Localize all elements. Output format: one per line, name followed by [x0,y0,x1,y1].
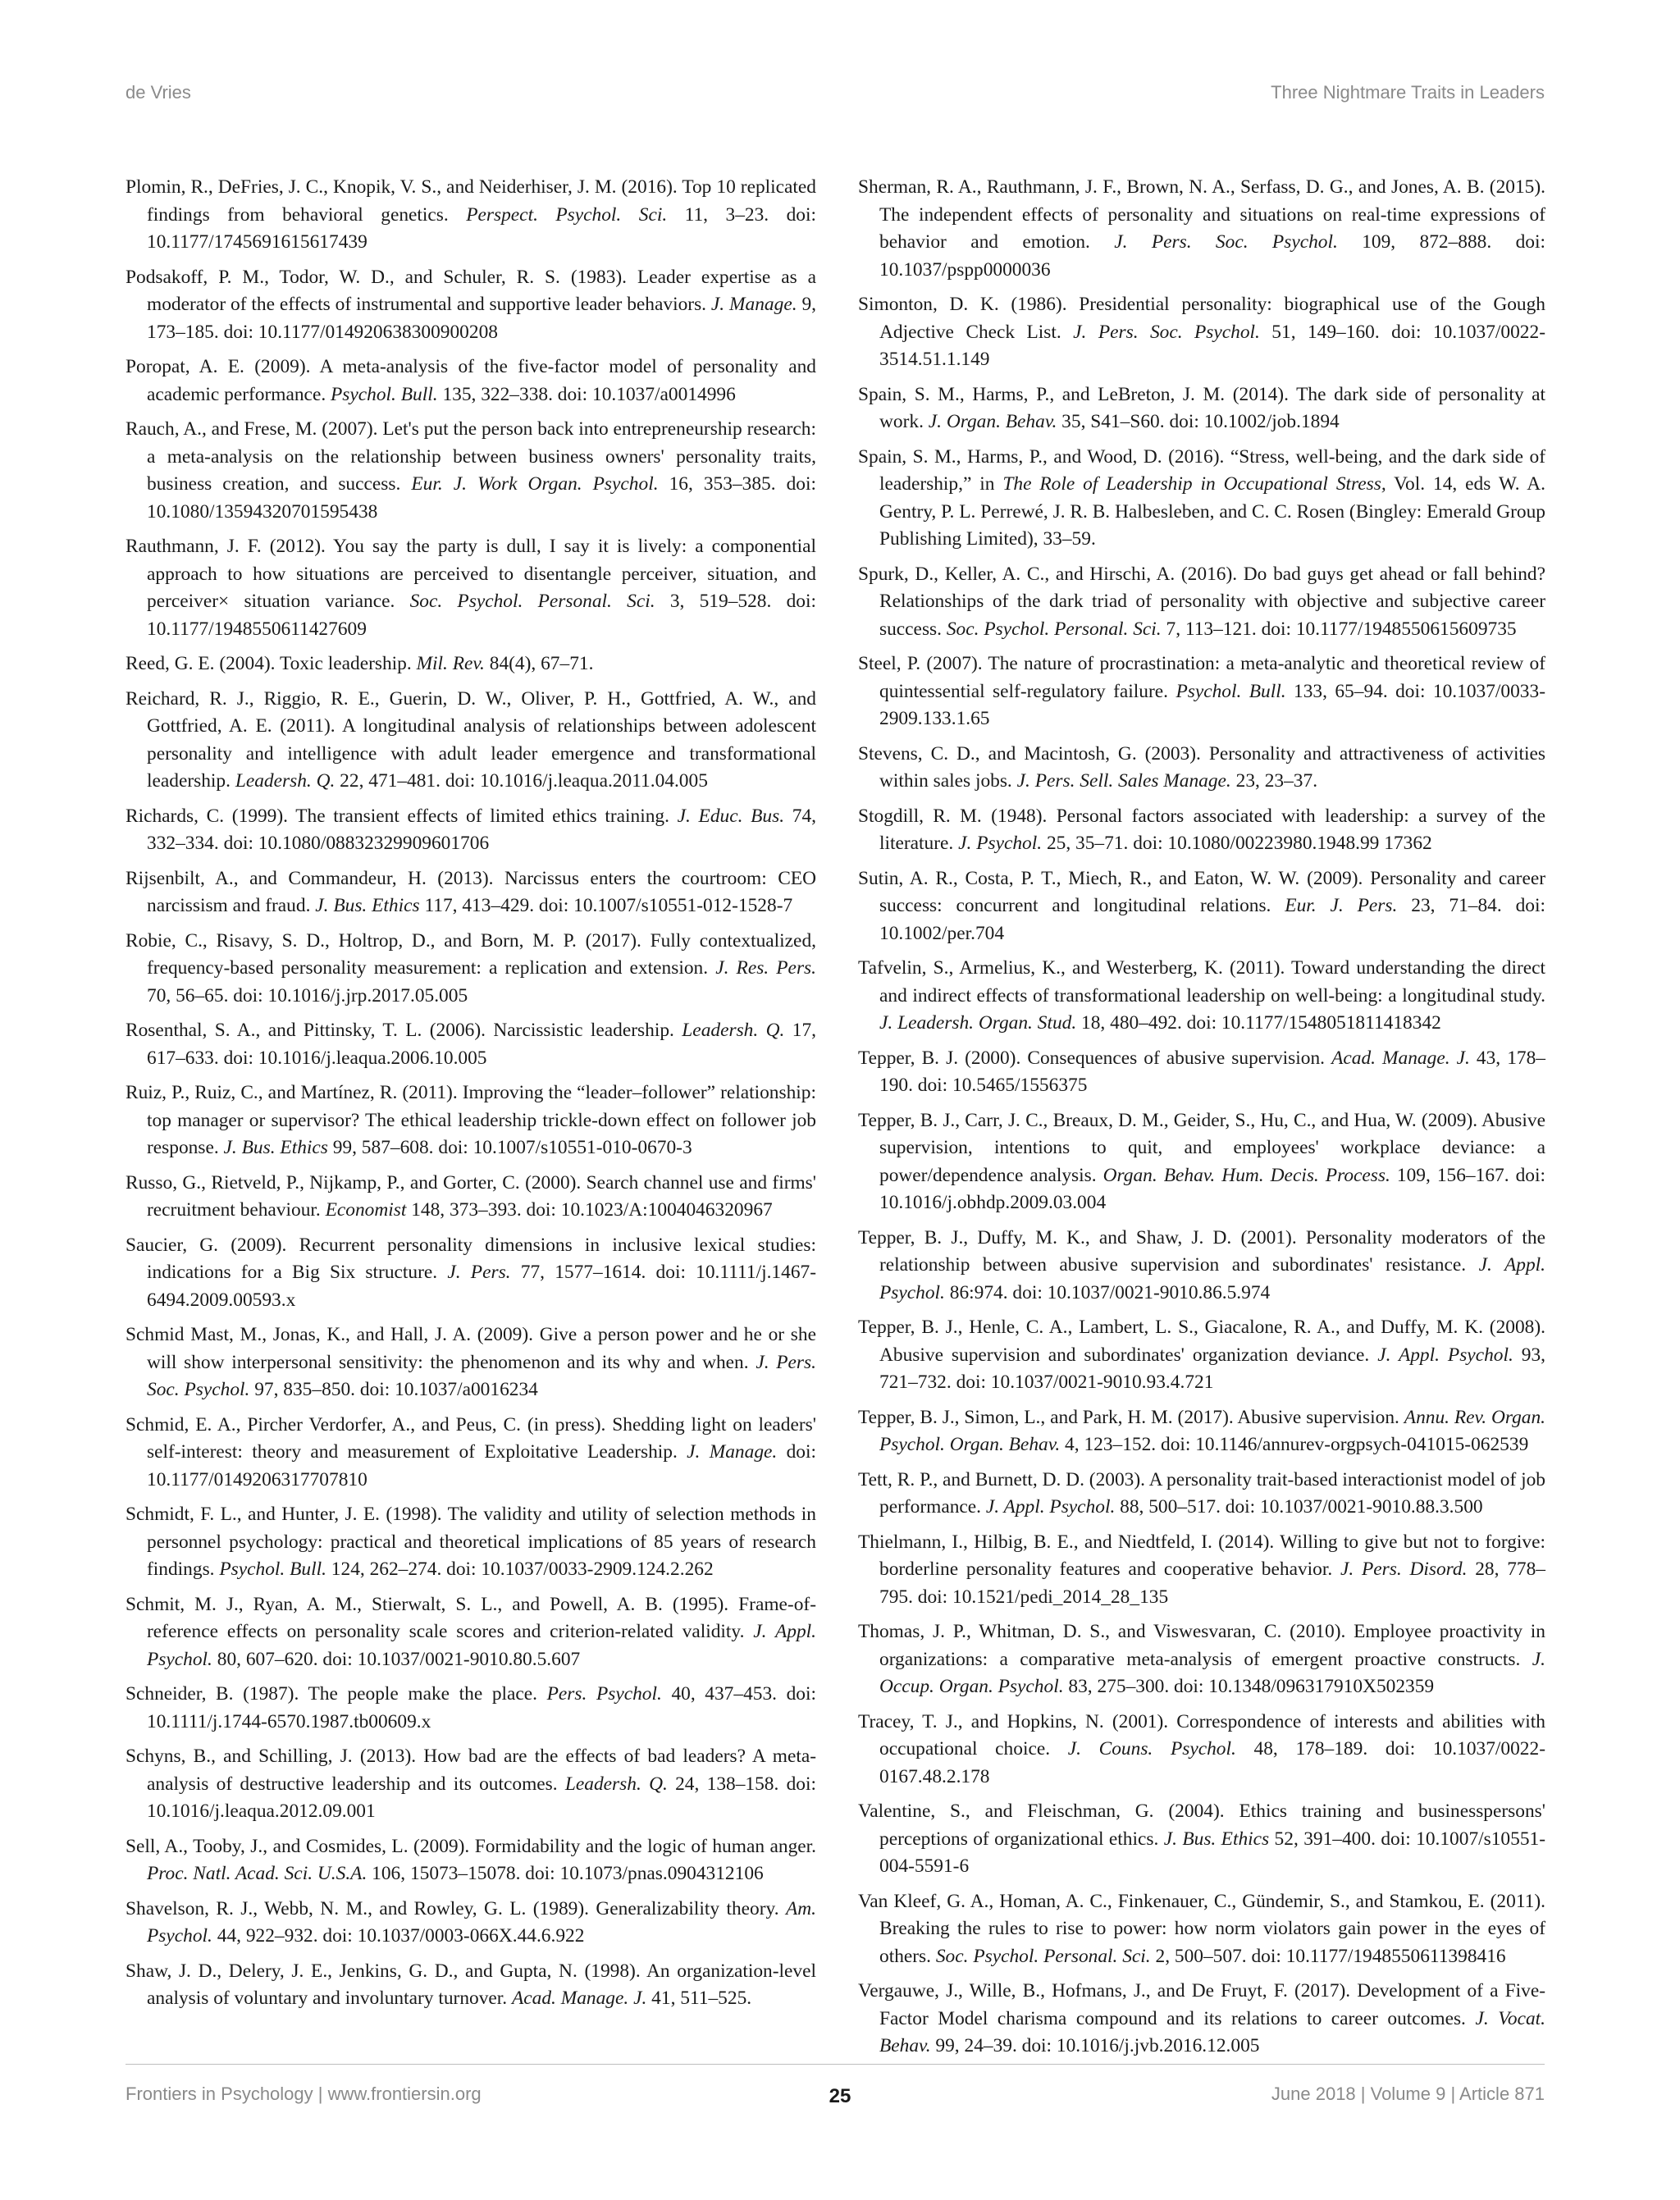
reference-details: 41, 511–525. [646,1988,752,2009]
reference-details: 51, 149–160. doi: 10.1037/0022-3514.51.1.149 [879,321,1545,370]
reference-journal: J. Pers. Soc. Psychol. [1114,231,1338,253]
reference-entry [858,1978,1545,2061]
reference-entry [126,354,816,409]
reference-text: Tepper, B. J., Carr, J. C., Breaux, D. M., Geider, S., Hu, C., and Hua, W. (2009). Abusive supervision, intentions to quit, and employees' workplace deviance: a power/dependence analysis. [858,1109,1545,1186]
reference-details: 70, 56–65. doi: 10.1016/j.jrp.2017.05.005 [147,984,468,1006]
reference-entry [126,1833,816,1888]
reference-details: 97, 835–850. doi: 10.1037/a0016234 [249,1379,538,1400]
reference-details: 16, 353–385. doi: 10.1080/13594320701595438 [147,473,816,523]
reference-text: Van Kleef, G. A., Homan, A. C., Finkenauer, C., Gündemir, S., and Stamkou, E. (2011). Breaking the rules to rise to power: how norm violators gain power in the eyes of others. [858,1890,1545,1967]
reference-entry [126,1170,816,1225]
reference-details: 28, 778–795. doi: 10.1521/pedi_2014_28_135 [879,1559,1545,1608]
reference-entry [126,1232,816,1315]
reference-text: Reichard, R. J., Riggio, R. E., Guerin, D. W., Oliver, P. H., Gottfried, A. W., and Gottfried, A. E. (2011). A longitudinal analysis of relationships between adolescent personality and intelligence with adult leader emergence and transformational leadership. [126,687,816,792]
reference-journal: J. Appl. Psychol. [1377,1344,1513,1366]
reference-details: 23, 23–37. [1230,770,1318,792]
reference-entry [858,955,1545,1038]
reference-journal: Psychol. Bull. [219,1559,326,1580]
reference-entry [126,1017,816,1072]
reference-entry [126,803,816,858]
reference-details: 83, 275–300. doi: 10.1348/096317910X502359 [1063,1676,1435,1697]
reference-text: Stevens, C. D., and Macintosh, G. (2003). Personality and attractiveness of activities within sales jobs. [858,742,1545,792]
reference-text: Reed, G. E. (2004). Toxic leadership. [126,653,417,674]
reference-details: 109, 872–888. doi: 10.1037/pspp0000036 [879,231,1545,281]
reference-journal: Eur. J. Pers. [1285,895,1398,916]
references-column-right [858,174,1545,2068]
reference-journal: Psychol. Bull. [1176,680,1286,702]
reference-text: Rijsenbilt, A., and Commandeur, H. (2013). Narcissus enters the courtroom: CEO narcissism and fraud. [126,867,816,916]
reference-details: 35, S41–S60. doi: 10.1002/job.1894 [1057,411,1340,432]
reference-text: Stogdill, R. M. (1948). Personal factors associated with leadership: a survey of the literature. [858,805,1545,854]
reference-details: 25, 35–71. doi: 10.1080/00223980.1948.99 17362 [1042,833,1432,854]
reference-entry [126,1896,816,1951]
reference-entry [126,1591,816,1674]
reference-entry [858,1045,1545,1100]
footer-issue: June 2018 | Volume 9 | Article 871 [1271,2084,1545,2104]
reference-journal: The Role of Leadership in Occupational Stress, [1002,473,1386,495]
reference-text: Spain, S. M., Harms, P., and Wood, D. (2016). “Stress, well-being, and the dark side of leadership,” in [858,445,1545,495]
reference-entry [126,416,816,526]
reference-journal: J. Occup. Organ. Psychol. [879,1648,1545,1697]
reference-entry [858,803,1545,858]
reference-entry [126,1079,816,1162]
reference-details: 17, 617–633. doi: 10.1016/j.leaqua.2006.10.005 [147,1020,816,1069]
reference-journal: J. Pers. Disord. [1340,1559,1468,1580]
reference-entry [858,444,1545,554]
footer-divider [126,2064,1545,2065]
reference-journal: J. Res. Pers. [715,957,816,979]
reference-journal: Mil. Rev. [416,653,485,674]
reference-entry [126,1321,816,1404]
reference-text: Ruiz, P., Ruiz, C., and Martínez, R. (2011). Improving the “leader–follower” relationship: top manager or supervisor? The ethical leadership trickle-down effect on follower job response. [126,1082,816,1158]
reference-journal: J. Educ. Bus. [677,805,785,827]
reference-journal: J. Vocat. Behav. [879,2007,1546,2056]
reference-details: 148, 373–393. doi: 10.1023/A:1004046320967 [406,1199,773,1221]
reference-journal: Soc. Psychol. Personal. Sci. [409,591,655,612]
reference-journal: Eur. J. Work Organ. Psychol. [411,473,659,495]
reference-details: 80, 607–620. doi: 10.1037/0021-9010.80.5.607 [212,1648,581,1670]
reference-journal: Economist [325,1199,407,1221]
reference-entry [126,1958,816,2013]
reference-details: doi: 10.1177/0149206317707810 [147,1441,816,1490]
reference-journal: J. Appl. Psychol. [985,1496,1116,1518]
reference-text: Tepper, B. J. (2000). Consequences of abusive supervision. [858,1047,1332,1069]
reference-journal: Pers. Psychol. [546,1683,662,1705]
page-number: 25 [829,2085,851,2107]
reference-details: 77, 1577–1614. doi: 10.1111/j.1467-6494.2009.00593.x [147,1262,816,1311]
reference-text: Poropat, A. E. (2009). A meta-analysis of the five-factor model of personality and academic performance. [126,356,816,405]
reference-entry [126,1743,816,1826]
reference-entry [126,1501,816,1584]
reference-details: 9, 173–185. doi: 10.1177/014920638300900208 [147,294,816,343]
reference-journal: Am. Psychol. [147,1897,816,1947]
references-column-left [126,174,816,2020]
reference-text: Schmit, M. J., Ryan, A. M., Stierwalt, S. L., and Powell, A. B. (1995). Frame-of-reference effects on personality scale scores and criterion-related validity. [126,1593,816,1642]
reference-journal: Soc. Psychol. Personal. Sci. [935,1945,1151,1967]
reference-details: 124, 262–274. doi: 10.1037/0033-2909.124.2.262 [326,1559,714,1580]
reference-entry [858,1107,1545,1217]
footer-journal[interactable]: Frontiers in Psychology | www.frontiersin.org [126,2084,482,2104]
reference-entry [126,1412,816,1495]
reference-details: 23, 71–84. doi: 10.1002/per.704 [879,895,1545,944]
reference-details: 43, 178–190. doi: 10.5465/1556375 [879,1047,1545,1096]
reference-text: Podsakoff, P. M., Todor, W. D., and Schuler, R. S. (1983). Leader expertise as a moderator of the effects of instrumental and supportive leader behaviors. [126,266,816,315]
reference-text: Simonton, D. K. (1986). Presidential personality: biographical use of the Gough Adjective Check List. [858,294,1545,343]
reference-text: Steel, P. (2007). The nature of procrastination: a meta-analytic and theoretical review of quintessential self-regulatory failure. [858,653,1545,702]
reference-text: Tepper, B. J., Duffy, M. K., and Shaw, J. D. (2001). Personality moderators of the relationship between abusive supervision and subordinates' resistance. [858,1226,1545,1276]
reference-text: Sutin, A. R., Costa, P. T., Miech, R., and Eaton, W. W. (2009). Personality and career success: concurrent and longitudinal relations. [858,867,1545,916]
reference-journal: J. Bus. Ethics [223,1137,328,1158]
reference-details: 117, 413–429. doi: 10.1007/s10551-012-1528-7 [419,895,793,916]
running-header-author: de Vries [126,82,191,103]
reference-journal: J. Appl. Psychol. [879,1254,1545,1303]
reference-journal: Psychol. Bull. [331,383,438,405]
reference-text: Schmid, E. A., Pircher Verdorfer, A., and Peus, C. (in press). Shedding light on leaders' self-interest: theory and measurement of Exploitative Leadership. [126,1413,816,1463]
reference-details: 11, 3–23. doi: 10.1177/1745691615617439 [147,203,816,253]
reference-details: 22, 471–481. doi: 10.1016/j.leaqua.2011.04.005 [335,770,708,792]
reference-entry [858,1618,1545,1701]
reference-journal: Organ. Behav. Hum. Decis. Process. [1102,1164,1390,1186]
reference-details: 109, 156–167. doi: 10.1016/j.obhdp.2009.03.004 [879,1164,1545,1213]
reference-details: 4, 123–152. doi: 10.1146/annurev-orgpsych-041015-062539 [1060,1434,1529,1455]
reference-entry [858,1529,1545,1612]
reference-entry [858,291,1545,374]
reference-text: Tepper, B. J., Simon, L., and Park, H. M. (2017). Abusive supervision. [858,1406,1404,1428]
reference-details: 133, 65–94. doi: 10.1037/0033-2909.133.1.65 [879,680,1545,729]
reference-text: Shavelson, R. J., Webb, N. M., and Rowley, G. L. (1989). Generalizability theory. [126,1897,786,1919]
reference-details: 99, 587–608. doi: 10.1007/s10551-010-0670-3 [327,1137,692,1158]
reference-journal: J. Organ. Behav. [928,411,1057,432]
reference-text: Vergauwe, J., Wille, B., Hofmans, J., and De Fruyt, F. (2017). Development of a Five-Factor Model charisma compound and its relations to career outcomes. [858,1980,1545,2029]
reference-details: 52, 391–400. doi: 10.1007/s10551-004-5591-6 [879,1828,1546,1877]
reference-entry [126,1681,816,1736]
reference-text: Spain, S. M., Harms, P., and LeBreton, J. M. (2014). The dark side of personality at work. [858,383,1545,432]
reference-journal: Soc. Psychol. Personal. Sci. [946,618,1162,640]
reference-entry [126,686,816,796]
reference-entry [126,928,816,1011]
reference-text: Thomas, J. P., Whitman, D. S., and Viswesvaran, C. (2010). Employee proactivity in organizations: a comparative meta-analysis of emergent proactive constructs. [858,1621,1545,1670]
reference-text: Schyns, B., and Schilling, J. (2013). How bad are the effects of bad leaders? A meta-analysis of destructive leadership and its outcomes. [126,1746,816,1795]
reference-text: Shaw, J. D., Delery, J. E., Jenkins, G. D., and Gupta, N. (1998). An organization-level analysis of voluntary and involuntary turnover. [126,1960,816,2009]
reference-entry [858,1709,1545,1791]
reference-journal: Annu. Rev. Organ. Psychol. Organ. Behav. [879,1406,1545,1455]
reference-journal: Perspect. Psychol. Sci. [466,203,668,226]
reference-text: Plomin, R., DeFries, J. C., Knopik, V. S., and Neiderhiser, J. M. (2016). Top 10 replicated findings from behavioral genetics. [126,176,816,226]
reference-entry [858,174,1545,284]
reference-text: Rosenthal, S. A., and Pittinsky, T. L. (2006). Narcissistic leadership. [126,1020,682,1041]
reference-journal: Leadersh. Q. [235,770,336,792]
reference-details: 99, 24–39. doi: 10.1016/j.jvb.2016.12.005 [930,2035,1260,2056]
reference-journal: J. Leadersh. Organ. Stud. [879,1012,1077,1034]
reference-details: 3, 519–528. doi: 10.1177/1948550611427609 [147,591,816,640]
reference-journal: Leadersh. Q. [564,1773,668,1795]
reference-entry [858,561,1545,644]
reference-details: 7, 113–121. doi: 10.1177/1948550615609735 [1161,618,1517,640]
reference-text: Sherman, R. A., Rauthmann, J. F., Brown, N. A., Serfass, D. G., and Jones, A. B. (2015). The independent effects of personality and situations on real-time expressions of behavior and emotion. [858,176,1545,253]
reference-journal: J. Pers. Sell. Sales Manage. [1016,770,1231,792]
reference-entry [126,174,816,257]
reference-entry [126,650,816,678]
reference-entry [858,865,1545,948]
reference-journal: Proc. Natl. Acad. Sci. U.S.A. [147,1863,368,1884]
reference-entry [858,1888,1545,1971]
reference-details: Vol. 14, eds W. A. Gentry, P. L. Perrewé, J. R. B. Halbesleben, and C. C. Rosen (Bingley: Emerald Group Publishing Limited), 33–59. [879,473,1545,550]
reference-entry [858,1225,1545,1308]
reference-text: Saucier, G. (2009). Recurrent personality dimensions in inclusive lexical studies: indications for a Big Six structure. [126,1234,816,1283]
reference-entry [126,533,816,643]
reference-entry [858,1798,1545,1881]
reference-details: 135, 322–338. doi: 10.1037/a0014996 [437,383,736,405]
reference-details: 48, 178–189. doi: 10.1037/0022-0167.48.2.178 [879,1738,1545,1787]
reference-details: 44, 922–932. doi: 10.1037/0003-066X.44.6.922 [212,1925,585,1947]
reference-details: 93, 721–732. doi: 10.1037/0021-9010.93.4.721 [879,1344,1546,1393]
reference-journal: J. Bus. Ethics [315,895,420,916]
reference-text: Schneider, B. (1987). The people make the place. [126,1683,547,1705]
reference-details: 74, 332–334. doi: 10.1080/08832329909601706 [147,805,816,854]
reference-entry [858,650,1545,733]
reference-journal: J. Pers. Soc. Psychol. [1073,321,1260,343]
reference-entry [858,1314,1545,1397]
reference-text: Russo, G., Rietveld, P., Nijkamp, P., and Gorter, C. (2000). Search channel use and firms' recruitment behaviour. [126,1171,816,1221]
reference-details: 2, 500–507. doi: 10.1177/1948550611398416 [1150,1945,1506,1967]
reference-journal: J. Pers. [447,1262,511,1283]
reference-entry [858,1404,1545,1459]
reference-entry [126,264,816,347]
reference-journal: J. Manage. [687,1441,778,1463]
reference-journal: J. Bus. Ethics [1163,1828,1270,1850]
reference-text: Rauch, A., and Frese, M. (2007). Let's put the person back into entrepreneurship research: a meta-analysis on the relationship between business owners' personality traits, business creation, and success. [126,418,816,495]
reference-text: Tepper, B. J., Henle, C. A., Lambert, L. S., Giacalone, R. A., and Duffy, M. K. (2008). Abusive supervision and subordinates' organization deviance. [858,1317,1545,1366]
reference-details: 88, 500–517. doi: 10.1037/0021-9010.88.3.500 [1115,1496,1483,1518]
reference-text: Thielmann, I., Hilbig, B. E., and Niedtfeld, I. (2014). Willing to give but not to forgive: borderline personality features and cooperative behavior. [858,1531,1545,1580]
reference-text: Robie, C., Risavy, S. D., Holtrop, D., and Born, M. P. (2017). Fully contextualized, frequency-based personality measurement: a replication and extension. [126,929,816,979]
reference-details: 86:974. doi: 10.1037/0021-9010.86.5.974 [944,1281,1271,1303]
reference-text: Valentine, S., and Fleischman, G. (2004). Ethics training and businesspersons' perceptions of organizational ethics. [858,1801,1545,1850]
reference-details: 106, 15073–15078. doi: 10.1073/pnas.0904312106 [367,1863,764,1884]
reference-text: Schmidt, F. L., and Hunter, J. E. (1998). The validity and utility of selection methods in personnel psychology: practical and theoretical implications of 85 years of research findings. [126,1504,816,1580]
reference-journal: J. Appl. Psychol. [147,1621,816,1670]
reference-entry [858,1467,1545,1522]
reference-details: 84(4), 67–71. [484,653,594,674]
reference-journal: J. Couns. Psychol. [1067,1738,1236,1760]
reference-journal: Acad. Manage. J. [1331,1047,1470,1069]
reference-text: Richards, C. (1999). The transient effects of limited ethics training. [126,805,678,827]
reference-entry [126,865,816,920]
reference-journal: Acad. Manage. J. [511,1988,647,2009]
reference-journal: J. Pers. Soc. Psychol. [147,1351,816,1400]
reference-text: Tracey, T. J., and Hopkins, N. (2001). Correspondence of interests and abilities with occupational choice. [858,1710,1545,1760]
reference-text: Tett, R. P., and Burnett, D. D. (2003). A personality trait-based interactionist model of job performance. [858,1468,1545,1518]
reference-journal: J. Psychol. [958,833,1043,854]
reference-journal: J. Manage. [710,294,797,315]
reference-journal: Leadersh. Q. [682,1020,785,1041]
reference-text: Rauthmann, J. F. (2012). You say the party is dull, I say it is lively: a componential approach to how situations are perceived to disentangle perceiver, situation, and perceiver× situation variance. [126,536,816,612]
reference-text: Schmid Mast, M., Jonas, K., and Hall, J. A. (2009). Give a person power and he or she will show interpersonal sensitivity: the phenomenon and its why and when. [126,1324,816,1373]
reference-text: Sell, A., Tooby, J., and Cosmides, L. (2009). Formidability and the logic of human anger. [126,1835,816,1857]
reference-entry [858,741,1545,796]
reference-text: Tafvelin, S., Armelius, K., and Westerberg, K. (2011). Toward understanding the direct and indirect effects of transformational leadership on well-being: a longitudinal study. [858,957,1545,1006]
reference-details: 40, 437–453. doi: 10.1111/j.1744-6570.1987.tb00609.x [147,1683,816,1732]
reference-text: Spurk, D., Keller, A. C., and Hirschi, A. (2016). Do bad guys get ahead or fall behind? Relationships of the dark triad of personality with objective and subjective career success. [858,563,1545,640]
reference-details: 18, 480–492. doi: 10.1177/1548051811418342 [1076,1012,1441,1034]
reference-details: 24, 138–158. doi: 10.1016/j.leaqua.2012.09.001 [147,1773,816,1822]
running-header-title: Three Nightmare Traits in Leaders [1271,82,1545,103]
reference-entry [858,381,1545,436]
